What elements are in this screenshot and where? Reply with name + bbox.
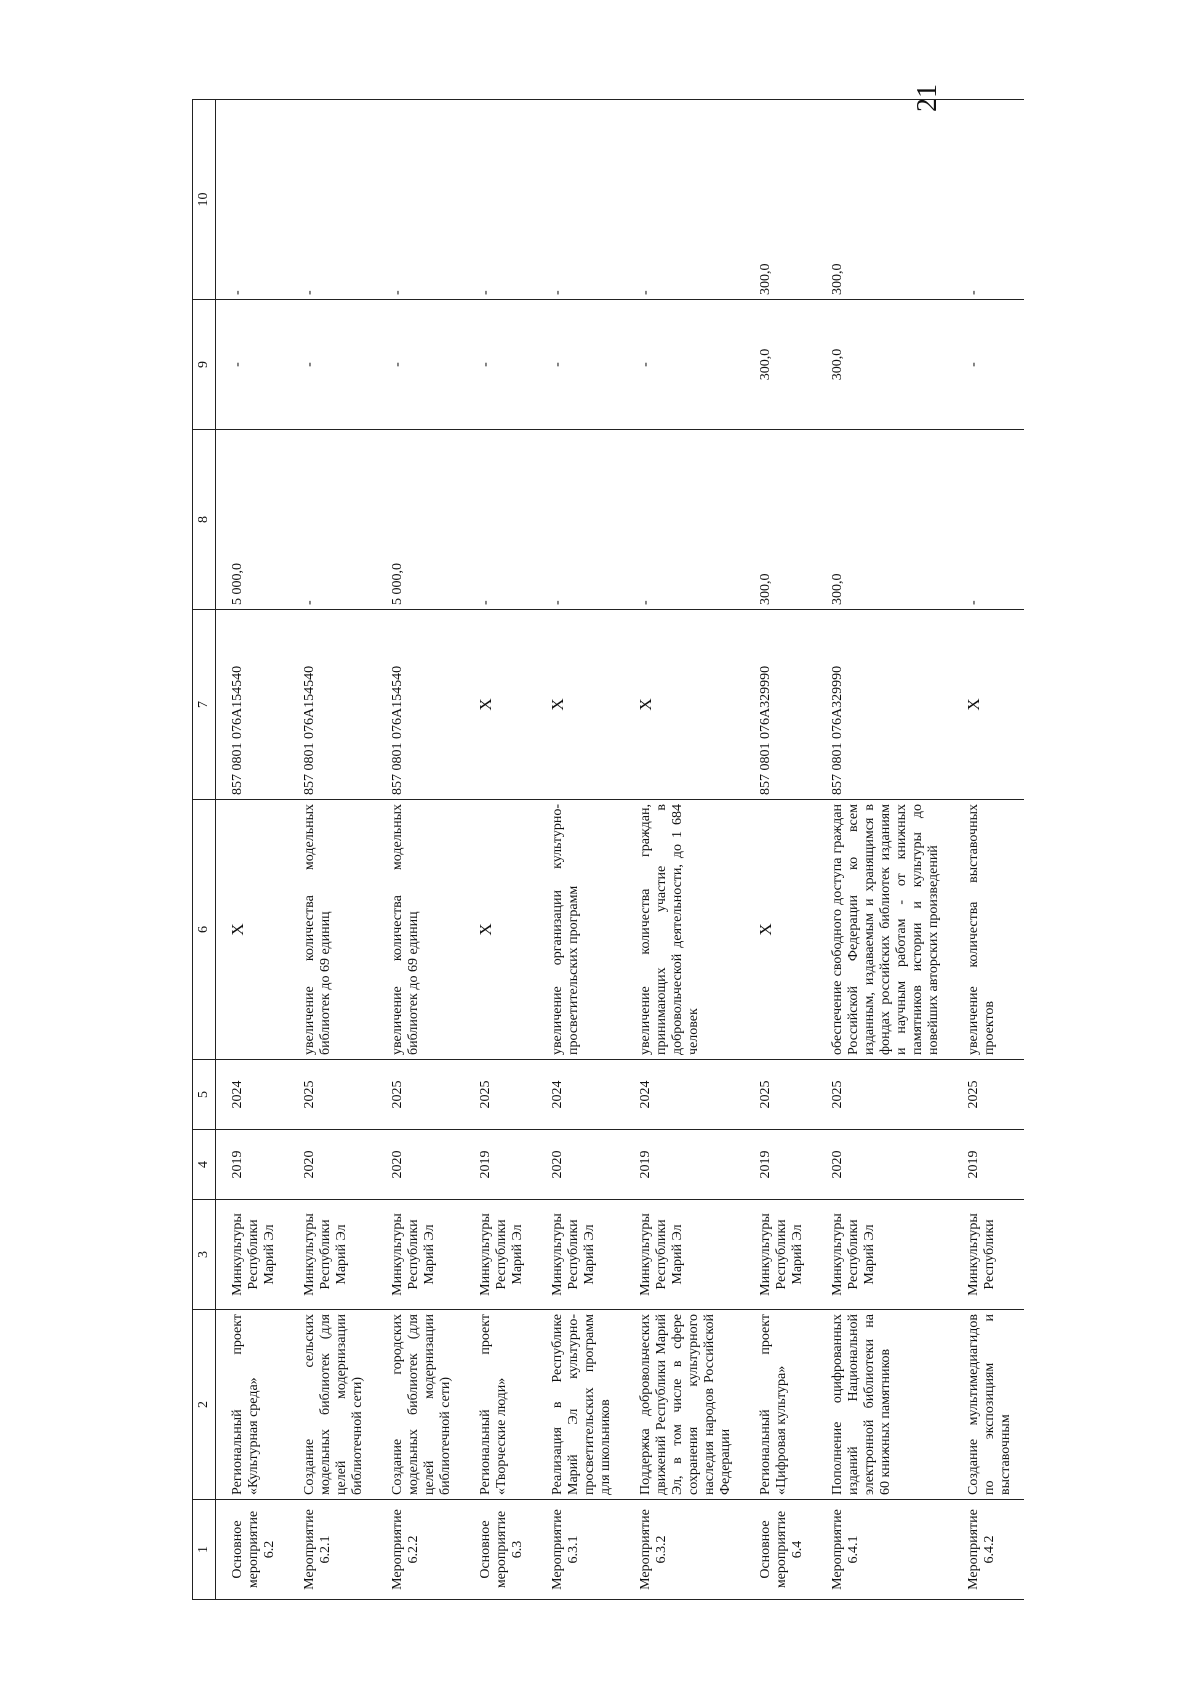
start-year-cell: 2020	[536, 1130, 624, 1200]
activity-name-cell: Региональный проект «Цифровая культура»	[744, 1310, 816, 1500]
executor-cell: Минкультуры Республики Марий Эл	[624, 1200, 744, 1310]
column-number-3: 3	[193, 1200, 216, 1310]
amount-2025-cell: -	[216, 100, 289, 300]
amount-2025-cell: -	[952, 100, 1024, 300]
amount-2023-cell: -	[464, 430, 536, 610]
amount-2024-cell: -	[536, 300, 624, 430]
start-year-cell: 2019	[464, 1130, 536, 1200]
amount-2024-cell: -	[624, 300, 744, 430]
end-year-cell: 2025	[288, 1060, 376, 1130]
activity-name-cell: Пополнение оцифрованных изданий Национальной электронной библиотеки на 60 книжных памятников	[816, 1310, 952, 1500]
budget-code-cell: 857 0801 076А154540	[216, 610, 289, 800]
activity-code-cell: Мероприятие 6.4.1	[816, 1500, 952, 1600]
amount-2025-cell: -	[376, 100, 464, 300]
activity-code-cell: Мероприятие 6.2.2	[376, 1500, 464, 1600]
amount-2024-cell: -	[952, 300, 1024, 430]
end-year-cell: 2024	[536, 1060, 624, 1130]
column-number-6: 6	[193, 800, 216, 1060]
column-number-9: 9	[193, 300, 216, 430]
expected-result-cell: увеличение количества модельных библиотек до 69 единиц	[376, 800, 464, 1060]
table-row	[216, 100, 289, 1600]
activity-code-cell: Мероприятие 6.3.2	[624, 1500, 744, 1600]
budget-code-cell: X	[952, 610, 1024, 800]
activity-code-cell: Основное мероприятие 6.2	[216, 1500, 289, 1600]
budget-code-cell: X	[624, 610, 744, 800]
amount-2025-cell: -	[464, 100, 536, 300]
amount-2025-cell: 300,0	[816, 100, 952, 300]
amount-2025-cell: 300,0	[744, 100, 816, 300]
column-number-7: 7	[193, 610, 216, 800]
expected-result-cell: обеспечение свободного доступа граждан Российской Федерации ко всем изданным, издаваемым и хранящимся в фондах российских библиотек изданиям и научным работам - от книжных памятников истории и культуры до новейших авторских произведений	[816, 800, 952, 1060]
end-year-cell: 2024	[216, 1060, 289, 1130]
activity-name-cell: Реализация в Республике Марий Эл культурно-просветительских программ для школьников	[536, 1310, 624, 1500]
activity-code-cell: Мероприятие 6.2.1	[288, 1500, 376, 1600]
activity-code-cell: Мероприятие 6.3.1	[536, 1500, 624, 1600]
executor-cell: Минкультуры Республики	[952, 1200, 1024, 1310]
end-year-cell: 2025	[952, 1060, 1024, 1130]
end-year-cell: 2024	[624, 1060, 744, 1130]
start-year-cell: 2020	[376, 1130, 464, 1200]
page-number: 21	[912, 84, 943, 112]
amount-2024-cell: -	[464, 300, 536, 430]
executor-cell: Минкультуры Республики Марий Эл	[216, 1200, 289, 1310]
amount-2024-cell: 300,0	[744, 300, 816, 430]
header-row	[193, 100, 216, 1600]
budget-code-cell: 857 0801 076А154540	[376, 610, 464, 800]
amount-2024-cell: -	[216, 300, 289, 430]
amount-2023-cell: 5 000,0	[376, 430, 464, 610]
expected-result-cell: X	[464, 800, 536, 1060]
table-row	[536, 100, 624, 1600]
executor-cell: Минкультуры Республики Марий Эл	[816, 1200, 952, 1310]
activity-name-cell: Поддержка добровольческих движений Республики Марий Эл, в том числе в сфере сохранения культурного наследия народов Российской Федерации	[624, 1310, 744, 1500]
column-number-1: 1	[193, 1500, 216, 1600]
program-activities-table	[192, 99, 1024, 1600]
end-year-cell: 2025	[744, 1060, 816, 1130]
expected-result-cell: увеличение количества выставочных проектов	[952, 800, 1024, 1060]
activity-code-cell: Мероприятие 6.4.2	[952, 1500, 1024, 1600]
budget-code-cell: X	[464, 610, 536, 800]
amount-2024-cell: -	[376, 300, 464, 430]
table-row	[464, 100, 536, 1600]
amount-2024-cell: -	[288, 300, 376, 430]
end-year-cell: 2025	[464, 1060, 536, 1130]
amount-2025-cell: -	[624, 100, 744, 300]
executor-cell: Минкультуры Республики Марий Эл	[288, 1200, 376, 1310]
end-year-cell: 2025	[376, 1060, 464, 1130]
start-year-cell: 2019	[952, 1130, 1024, 1200]
start-year-cell: 2019	[216, 1130, 289, 1200]
amount-2023-cell: -	[624, 430, 744, 610]
activity-code-cell: Основное мероприятие 6.4	[744, 1500, 816, 1600]
activity-name-cell: Региональный проект «Творческие люди»	[464, 1310, 536, 1500]
activity-name-cell: Создание сельских модельных библиотек (для целей модернизации библиотечной сети)	[288, 1310, 376, 1500]
table-header	[193, 100, 216, 1600]
start-year-cell: 2020	[816, 1130, 952, 1200]
amount-2025-cell: -	[536, 100, 624, 300]
column-number-5: 5	[193, 1060, 216, 1130]
amount-2023-cell: 300,0	[744, 430, 816, 610]
table-row	[744, 100, 816, 1600]
amount-2023-cell: 5 000,0	[216, 430, 289, 610]
expected-result-cell: X	[216, 800, 289, 1060]
table-row	[288, 100, 376, 1600]
executor-cell: Минкультуры Республики Марий Эл	[744, 1200, 816, 1310]
column-number-10: 10	[193, 100, 216, 300]
column-number-4: 4	[193, 1130, 216, 1200]
start-year-cell: 2020	[288, 1130, 376, 1200]
table-row	[816, 100, 952, 1600]
start-year-cell: 2019	[624, 1130, 744, 1200]
activity-name-cell: Создание городских модельных библиотек (для целей модернизации библиотечной сети)	[376, 1310, 464, 1500]
executor-cell: Минкультуры Республики Марий Эл	[536, 1200, 624, 1310]
table-row	[624, 100, 744, 1600]
table-body	[216, 100, 1025, 1600]
budget-code-cell: 857 0801 076А154540	[288, 610, 376, 800]
activity-name-cell: Региональный проект «Культурная среда»	[216, 1310, 289, 1500]
amount-2024-cell: 300,0	[816, 300, 952, 430]
amount-2023-cell: -	[536, 430, 624, 610]
activity-name-cell: Создание мультимедиагидов по экспозициям и выставочным	[952, 1310, 1024, 1500]
budget-code-cell: 857 0801 076А329990	[816, 610, 952, 800]
column-number-2: 2	[193, 1310, 216, 1500]
table-row	[376, 100, 464, 1600]
expected-result-cell: X	[744, 800, 816, 1060]
executor-cell: Минкультуры Республики Марий Эл	[376, 1200, 464, 1310]
budget-code-cell: X	[536, 610, 624, 800]
activity-code-cell: Основное мероприятие 6.3	[464, 1500, 536, 1600]
rotated-table-container	[192, 100, 1013, 1600]
expected-result-cell: увеличение количества модельных библиотек до 69 единиц	[288, 800, 376, 1060]
amount-2023-cell: 300,0	[816, 430, 952, 610]
expected-result-cell: увеличение количества граждан, принимающих участие в добровольческой деятельности, до 1 684 человек	[624, 800, 744, 1060]
executor-cell: Минкультуры Республики Марий Эл	[464, 1200, 536, 1310]
end-year-cell: 2025	[816, 1060, 952, 1130]
column-number-8: 8	[193, 430, 216, 610]
amount-2023-cell: -	[288, 430, 376, 610]
amount-2023-cell: -	[952, 430, 1024, 610]
table-row	[952, 100, 1024, 1600]
budget-code-cell: 857 0801 076А329990	[744, 610, 816, 800]
start-year-cell: 2019	[744, 1130, 816, 1200]
expected-result-cell: увеличение организации культурно-просветительских программ	[536, 800, 624, 1060]
amount-2025-cell: -	[288, 100, 376, 300]
